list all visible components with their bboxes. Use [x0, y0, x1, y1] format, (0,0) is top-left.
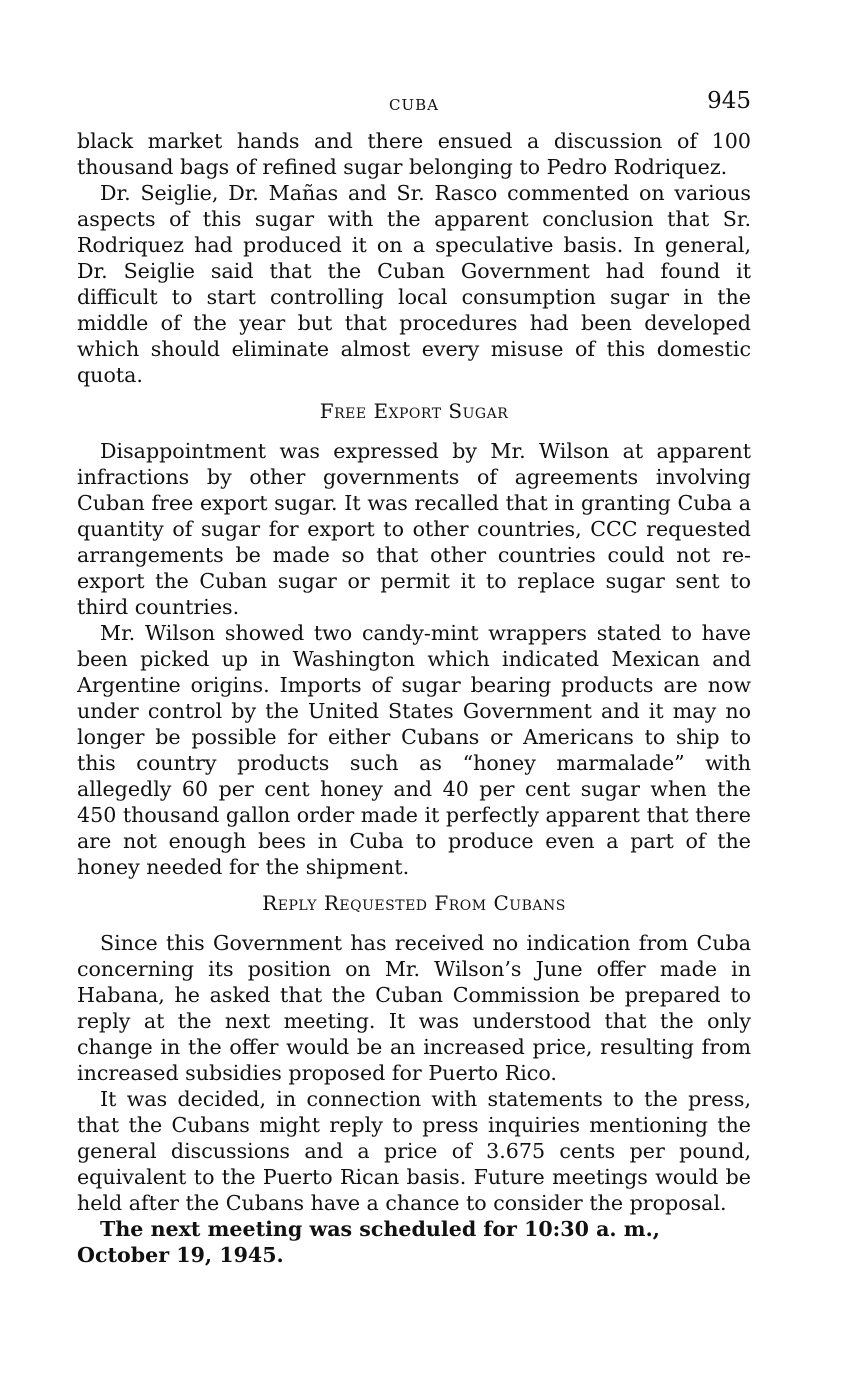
paragraph-candy-wrappers: Mr. Wilson showed two candy-mint wrappers stated to have been picked up in Washington which indicated Mexican and Argentine origins. Imports of sugar bearing products are now under control by the United States Government and it may no longer be possible for either Cubans or Americans to ship to this country products such as “honey marmalade” with allegedly 60 per cent honey and 40 per cent sugar when the 450 thousand gallon order made it perfectly apparent that there are not enough bees in Cuba to produce even a part of the honey needed for the shipment.	[77, 621, 751, 879]
page-number: 945	[707, 88, 751, 114]
paragraph-continuation: black market hands and there ensued a discussion of 100 thousand bags of refined sugar belonging to Pedro Rodriquez.	[77, 129, 751, 179]
running-title: CUBA	[389, 96, 439, 114]
paragraph-disappointment: Disappointment was expressed by Mr. Wilson at apparent infractions by other governments of agreements involving Cuban free export sugar. It was recalled that in granting Cuba a quantity of sugar for export to other countries, CCC requested arrangements be made so that other countries could not re-export the Cuban sugar or permit it to replace sugar sent to third countries.	[77, 439, 751, 619]
running-head	[77, 88, 751, 128]
paragraph-next-meeting: The next meeting was scheduled for 10:30 a. m., October 19, 1945.	[77, 1217, 660, 1267]
paragraph-june-offer: Since this Government has received no indication from Cuba concerning its position on Mr. Wilson’s June offer made in Habana, he asked that the Cuban Commission be prepared to reply at the next meeting. It was understood that the only change in the offer would be an increased price, resulting from increased subsidies proposed for Puerto Rico.	[77, 931, 751, 1085]
body-text	[77, 128, 751, 1268]
paragraph-seiglie-comments: Dr. Seiglie, Dr. Mañas and Sr. Rasco commented on various aspects of this sugar with the apparent conclusion that Sr. Rodriquez had produced it on a speculative basis. In general, Dr. Seiglie said that the Cuban Government had found it difficult to start controlling local consumption sugar in the middle of the year but that procedures had been developed which should eliminate almost every misuse of this domestic quota.	[77, 181, 751, 387]
heading-free-export-sugar: Free Export Sugar	[319, 399, 509, 423]
document-page	[77, 88, 751, 1268]
paragraph-press-statements: It was decided, in connection with statements to the press, that the Cubans might reply to press inquiries mentioning the general discussions and a price of 3.675 cents per pound, equivalent to the Puerto Rican basis. Future meetings would be held after the Cubans have a chance to consider the proposal.	[77, 1087, 751, 1215]
heading-reply-requested: Reply Requested From Cubans	[262, 891, 566, 915]
